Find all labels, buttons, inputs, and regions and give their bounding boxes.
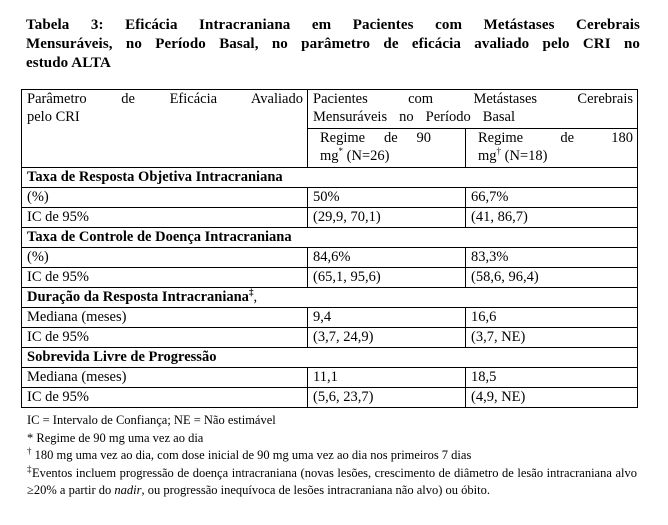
regimen-90-unit: mg (320, 148, 339, 164)
footnote-abbreviations: IC = Intervalo de Confiança; NE = Não estimável (27, 413, 276, 427)
row-label: (%) (22, 248, 308, 268)
value-180mg: 16,6 (466, 308, 638, 328)
regimen-180-line-1: Regime de 180 (478, 130, 633, 146)
footnote-events-nadir: nadir (114, 483, 142, 497)
efficacy-table (21, 89, 638, 408)
table-row (22, 208, 638, 228)
param-header-cell (22, 90, 308, 168)
value-90mg: (65,1, 95,6) (308, 268, 466, 288)
table-row (22, 328, 638, 348)
table-title (26, 16, 640, 73)
regimen-180-n: (N=18) (501, 148, 548, 164)
section-title-text: Taxa de Resposta Objetiva Intracraniana (27, 169, 283, 185)
footnote-events-text-a: Eventos incluem progressão de doença intracraniana (novas lesões, crescimento de diâmetro de lesão intracraniana alvo ≥20% a partir do (27, 465, 637, 497)
value-90mg: 9,4 (308, 308, 466, 328)
regimen-180-unit: mg (478, 148, 497, 164)
section-header-row (22, 168, 638, 188)
value-90mg: 50% (308, 188, 466, 208)
regimen-90-mark: * (338, 146, 344, 157)
param-header-line-2: pelo CRI (27, 109, 80, 125)
section-title-text: Taxa de Controle de Doença Intracraniana (27, 229, 292, 245)
patients-header-cell (308, 90, 638, 129)
value-180mg: 18,5 (466, 368, 638, 388)
footnote-events-mark: ‡ (27, 463, 32, 474)
param-header-line-1: Parâmetro de Eficácia Avaliado (27, 91, 303, 107)
section-header-row (22, 288, 638, 308)
table-row (22, 188, 638, 208)
value-180mg: 83,3% (466, 248, 638, 268)
regimen-90-header (308, 129, 466, 168)
table-row (22, 368, 638, 388)
regimen-90-n: (N=26) (343, 148, 390, 164)
footnote-90mg: * Regime de 90 mg uma vez ao dia (27, 430, 204, 445)
table-row (22, 248, 638, 268)
title-line-3: estudo ALTA (26, 55, 111, 71)
footnote-events (27, 465, 637, 500)
value-180mg: (4,9, NE) (466, 388, 638, 408)
section-title (22, 228, 638, 248)
regimen-180-line-2 (478, 148, 547, 164)
row-label: IC de 95% (22, 388, 308, 408)
row-label: IC de 95% (22, 208, 308, 228)
footnote-events-text-b: , ou progressão inequívoca de lesões intracraniana não alvo) ou óbito. (141, 483, 490, 497)
regimen-180-mark: † (496, 146, 502, 157)
title-line-2: Mensuráveis, no Período Basal, no parâmetro de eficácia avaliado pelo CRI no (26, 36, 640, 52)
section-title-text: Duração da Resposta Intracraniana (27, 289, 249, 305)
value-90mg: (5,6, 23,7) (308, 388, 466, 408)
section-title-mark: ‡ (248, 287, 254, 298)
row-label: Mediana (meses) (22, 308, 308, 328)
row-label: (%) (22, 188, 308, 208)
section-title (22, 348, 638, 368)
footnote-180mg-text: 180 mg uma vez ao dia, com dose inicial de 90 mg uma vez ao dia nos primeiros 7 dias (31, 448, 472, 462)
footnote-180mg-mark: † (27, 445, 32, 456)
footnotes (27, 412, 637, 500)
patients-header-line-1: Pacientes com Metástases Cerebrais (313, 91, 633, 107)
patients-header-line-2: Mensuráveis no Período Basal (313, 109, 515, 125)
table-row (22, 308, 638, 328)
value-180mg: 66,7% (466, 188, 638, 208)
value-90mg: (29,9, 70,1) (308, 208, 466, 228)
value-90mg: 11,1 (308, 368, 466, 388)
footnote-180mg (27, 447, 637, 465)
regimen-90-line-2 (320, 148, 389, 164)
title-line-1: Tabela 3: Eficácia Intracraniana em Pacientes com Metástases Cerebrais (26, 17, 640, 33)
section-title-text: Sobrevida Livre de Progressão (27, 349, 217, 365)
value-180mg: (3,7, NE) (466, 328, 638, 348)
regimen-90-line-1: Regime de 90 (320, 130, 431, 146)
value-180mg: (58,6, 96,4) (466, 268, 638, 288)
row-label: Mediana (meses) (22, 368, 308, 388)
value-90mg: 84,6% (308, 248, 466, 268)
section-title (22, 168, 638, 188)
value-90mg: (3,7, 24,9) (308, 328, 466, 348)
section-header-row (22, 228, 638, 248)
row-label: IC de 95% (22, 328, 308, 348)
table-row (22, 268, 638, 288)
table-row (22, 388, 638, 408)
section-header-row (22, 348, 638, 368)
section-title (22, 288, 638, 308)
regimen-180-header (466, 129, 638, 168)
value-180mg: (41, 86,7) (466, 208, 638, 228)
section-title-suffix: , (253, 289, 258, 305)
header-row (22, 90, 638, 129)
row-label: IC de 95% (22, 268, 308, 288)
